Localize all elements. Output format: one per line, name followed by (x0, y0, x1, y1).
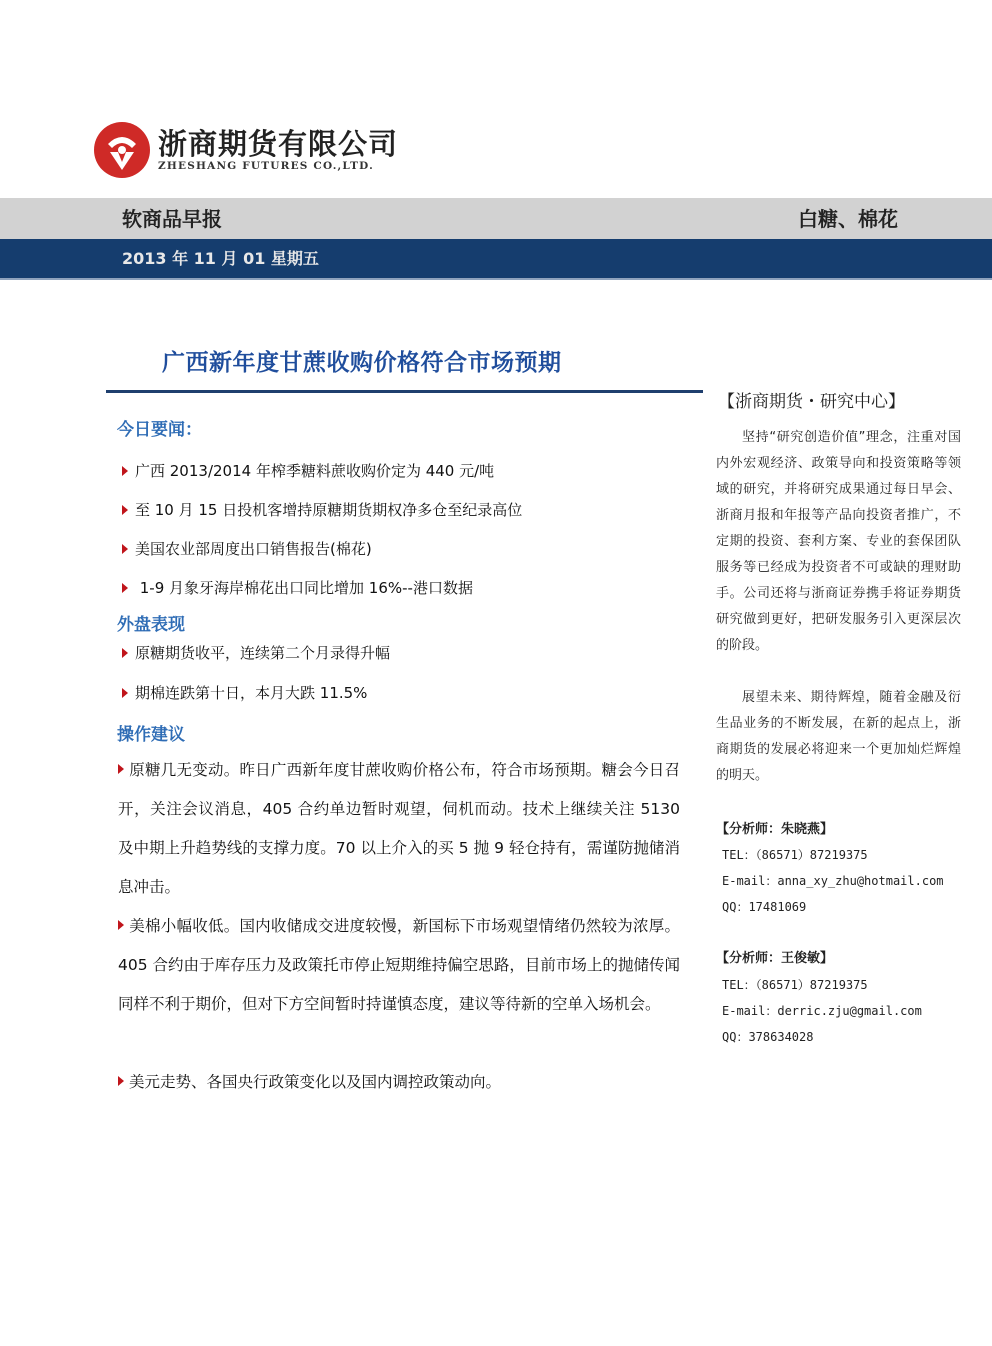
header-band-divider (0, 278, 992, 280)
company-name-en: ZHESHANG FUTURES CO.,LTD. (158, 160, 374, 172)
bullet-arrow-icon (122, 544, 128, 554)
analyst-qq: QQ：17481069 (722, 900, 807, 914)
title-rule (106, 390, 703, 393)
bullet-arrow-icon (118, 1076, 124, 1086)
analyst-name: 【分析师：王俊敏】 (716, 951, 834, 966)
news-item: 至 10 月 15 日投机客增持原糖期货期权净多仓至纪录高位 (122, 499, 522, 520)
analyst-email: E-mail：anna_xy_zhu@hotmail.com (722, 874, 944, 888)
zheshang-logo-icon (92, 120, 152, 180)
bullet-arrow-icon (118, 920, 124, 930)
bullet-arrow-icon (122, 466, 128, 476)
research-center-outlook: 展望未来、期待辉煌，随着金融及衍生品业务的不断发展，在新的起点上，浙商期货的发展必将迎来一个更加灿烂辉煌的明天。 (716, 690, 961, 783)
news-item: 1-9 月象牙海岸棉花出口同比增加 16%--港口数据 (122, 577, 473, 598)
bullet-arrow-icon (118, 764, 124, 774)
bullet-arrow-icon (122, 648, 128, 658)
analyst-name: 【分析师：朱晓燕】 (716, 822, 834, 837)
section-heading-advice: 操作建议 (117, 725, 185, 745)
bullet-arrow-icon (122, 688, 128, 698)
analyst-email: E-mail：derric.zju@gmail.com (722, 1004, 922, 1018)
overseas-item: 期棉连跌第十日，本月大跌 11.5% (122, 682, 367, 703)
advice-paragraph-cotton: 美棉小幅收低。国内收储成交进度较慢，新国标下市场观望情绪仍然较为浓厚。405 合约由于库存压力及政策托市停止短期维持偏空思路，目前市场上的抛储传闻同样不利于期价，但对下方空间暂时持谨慎态度，建议等待新的空单入场机会。 (118, 917, 680, 1013)
advice-paragraph-sugar: 原糖几无变动。昨日广西新年度甘蔗收购价格公布，符合市场预期。糖会今日召开，关注会议消息，405 合约单边暂时观望，伺机而动。技术上继续关注 5130 及中期上升趋势线的支撑力度。70 以上介入的买 5 抛 9 轻仓持有，需谨防抛储消息冲击。 (118, 761, 680, 896)
advice-paragraph-risk: 美元走势、各国央行政策变化以及国内调控政策动向。 (118, 1063, 680, 1102)
section-heading-overseas: 外盘表现 (117, 615, 185, 635)
overseas-item: 原糖期货收平，连续第二个月录得升幅 (122, 642, 390, 663)
analyst-tel: TEL：（86571）87219375 (722, 978, 868, 992)
research-center-intro: 坚持“研究创造价值”理念，注重对国内外宏观经济、政策导向和投资策略等领域的研究，并将研究成果通过每日早会、浙商月报和年报等产品向投资者推广，不定期的投资、套利方案、专业的套保团队服务等已经成为投资者不可或缺的理财助手。公司还将与浙商证券携手将证券期货研究做到更好，把研发服务引入更深层次的阶段。 (716, 430, 961, 653)
company-name-cn: 浙商期货有限公司 (158, 127, 399, 161)
report-products: 白糖、棉花 (798, 207, 898, 231)
news-item: 美国农业部周度出口销售报告(棉花) (122, 538, 372, 559)
report-title: 广西新年度甘蔗收购价格符合市场预期 (162, 350, 562, 376)
section-heading-news: 今日要闻： (117, 420, 202, 440)
bullet-arrow-icon (122, 505, 128, 515)
research-center-heading: 【浙商期货・研究中心】 (718, 392, 905, 412)
analyst-tel: TEL：（86571）87219375 (722, 848, 868, 862)
report-date: 2013 年 11 月 01 星期五 (122, 249, 319, 268)
analyst-qq: QQ：378634028 (722, 1030, 814, 1044)
report-type: 软商品早报 (122, 207, 222, 231)
news-item: 广西 2013/2014 年榨季糖料蔗收购价定为 440 元/吨 (122, 460, 494, 481)
bullet-arrow-icon (122, 583, 128, 593)
